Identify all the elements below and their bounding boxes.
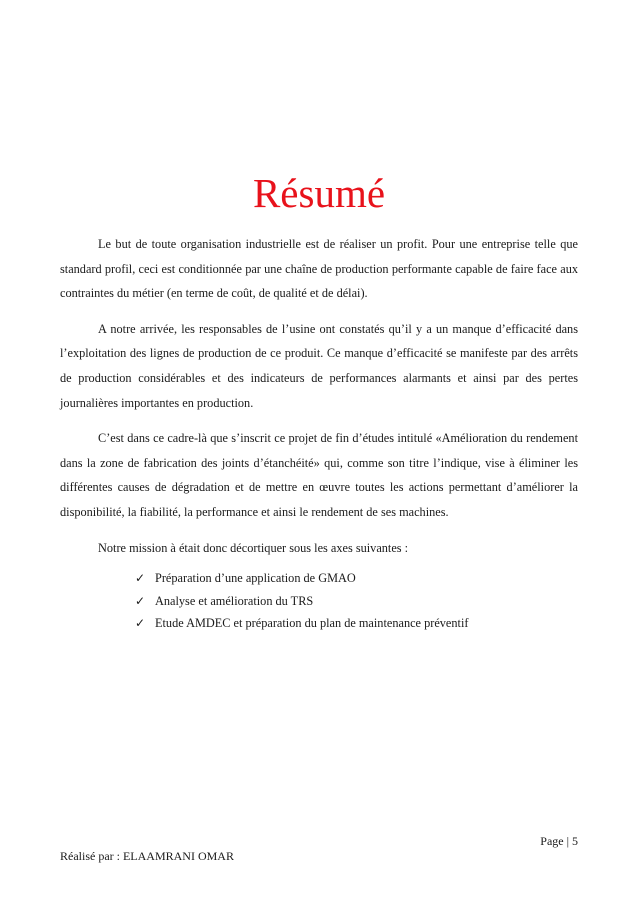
paragraph-problem: A notre arrivée, les responsables de l’usine ont constatés qu’il y a un manque d’efficacité dans l’exploitation des lignes de production de ce produit. Ce manque d’efficacité se manifeste par des arrêts de production considérables et des indicateurs de performances alarmants et ainsi par des pertes journalières importantes en production. (60, 321, 578, 410)
axes-list (60, 567, 578, 635)
page-title: Résumé (252, 170, 386, 216)
axis-label: Etude AMDEC et préparation du plan de maintenance préventif (155, 616, 469, 631)
paragraph-intro: Le but de toute organisation industrielle est de réaliser un profit. Pour une entreprise telle que standard profil, ceci est conditionnée par une chaîne de production performante capable de faire face aux contraintes du métier (en terme de coût, de qualité et de délai). (60, 237, 578, 301)
list-item (135, 612, 578, 635)
paragraph-mission: Notre mission à était donc décortiquer sous les axes suivantes : (98, 540, 409, 555)
author-credit: Réalisé par : ELAAMRANI OMAR (60, 849, 234, 863)
summary-body (60, 232, 578, 635)
page-number: Page | 5 (540, 834, 578, 848)
paragraph-project: C’est dans ce cadre-là que s’inscrit ce projet de fin d’études intitulé «Amélioration du rendement dans la zone de fabrication des joints d’étanchéité» qui, comme son titre l’indique, vise à éliminer les différentes causes de dégradation et de mettre en œuvre toutes les actions permettant d’améliorer la disponibilité, la fiabilité, la performance et ainsi le rendement de ses machines. (60, 431, 578, 519)
check-icon: ✓ (135, 616, 146, 631)
check-icon: ✓ (135, 593, 146, 608)
check-icon: ✓ (135, 571, 146, 586)
axis-label: Analyse et amélioration du TRS (155, 593, 314, 608)
axis-label: Préparation d’une application de GMAO (155, 571, 356, 586)
list-item (135, 567, 578, 590)
list-item (135, 590, 578, 613)
